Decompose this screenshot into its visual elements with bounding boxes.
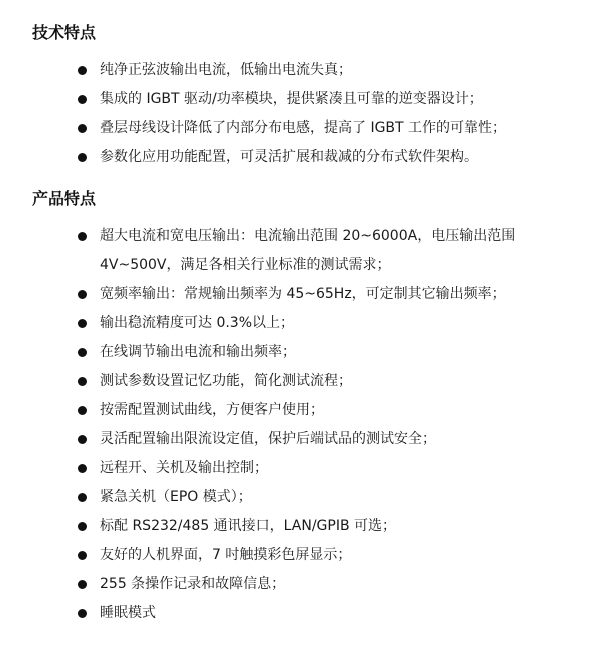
tech-features-heading: 技术特点 xyxy=(32,23,97,42)
bullet-icon xyxy=(78,95,87,104)
list-item xyxy=(32,512,585,541)
bullet-icon xyxy=(78,551,87,560)
bullet-icon xyxy=(78,319,87,328)
bullet-icon xyxy=(78,290,87,299)
product-features-heading: 产品特点 xyxy=(32,189,97,208)
bullet-icon xyxy=(78,609,87,618)
bullet-icon xyxy=(78,124,87,133)
list-item-text: 叠层母线设计降低了内部分布电感，提高了 IGBT 工作的可靠性； xyxy=(100,120,507,136)
list-item-text: 友好的人机界面，7 吋触摸彩色屏显示； xyxy=(100,547,352,563)
list-item xyxy=(32,143,585,172)
list-item-text: 测试参数设置记忆功能，简化测试流程； xyxy=(100,373,352,389)
list-item-text: 宽频率输出：常规输出频率为 45~65Hz，可定制其它输出频率； xyxy=(100,286,506,302)
list-item-text: 超大电流和宽电压输出：电流输出范围 20~6000A，电压输出范围 4V~500V，满足各相关行业标准的测试需求； xyxy=(100,228,516,273)
list-item xyxy=(32,85,585,114)
bullet-icon xyxy=(78,66,87,75)
list-item xyxy=(32,56,585,85)
list-item-text: 睡眠模式 xyxy=(100,605,156,621)
list-item-text: 集成的 IGBT 驱动/功率模块，提供紧凑且可靠的逆变器设计； xyxy=(100,91,483,107)
bullet-icon xyxy=(78,522,87,531)
bullet-icon xyxy=(78,153,87,162)
list-item xyxy=(32,338,585,367)
bullet-icon xyxy=(78,435,87,444)
list-item-text: 输出稳流精度可达 0.3%以上； xyxy=(100,315,295,331)
list-item xyxy=(32,425,585,454)
product-features-list xyxy=(32,222,585,628)
list-item-text: 255 条操作记录和故障信息； xyxy=(100,576,286,592)
bullet-icon xyxy=(78,580,87,589)
list-item-text: 远程开、关机及输出控制； xyxy=(100,460,268,476)
list-item xyxy=(32,280,585,309)
list-item-text: 纯净正弦波输出电流，低输出电流失真； xyxy=(100,62,352,78)
list-item xyxy=(32,396,585,425)
list-item-text: 紧急关机（EPO 模式）； xyxy=(100,489,252,505)
list-item-text: 参数化应用功能配置，可灵活扩展和裁减的分布式软件架构。 xyxy=(100,149,478,165)
bullet-icon xyxy=(78,232,87,241)
list-item xyxy=(32,367,585,396)
list-item-text: 在线调节输出电流和输出频率； xyxy=(100,344,296,360)
list-item-text: 按需配置测试曲线，方便客户使用； xyxy=(100,402,324,418)
list-item xyxy=(32,541,585,570)
product-features-section xyxy=(32,188,585,628)
list-item xyxy=(32,309,585,338)
bullet-icon xyxy=(78,493,87,502)
list-item xyxy=(32,570,585,599)
bullet-icon xyxy=(78,464,87,473)
bullet-icon xyxy=(78,406,87,415)
list-item xyxy=(32,222,585,280)
list-item xyxy=(32,454,585,483)
list-item-text: 灵活配置输出限流设定值，保护后端试品的测试安全； xyxy=(100,431,436,447)
list-item-text: 标配 RS232/485 通讯接口，LAN/GPIB 可选； xyxy=(100,518,397,534)
bullet-icon xyxy=(78,377,87,386)
list-item xyxy=(32,599,585,628)
list-item xyxy=(32,114,585,143)
tech-features-list xyxy=(32,56,585,172)
list-item xyxy=(32,483,585,512)
tech-features-section xyxy=(32,22,585,172)
bullet-icon xyxy=(78,348,87,357)
